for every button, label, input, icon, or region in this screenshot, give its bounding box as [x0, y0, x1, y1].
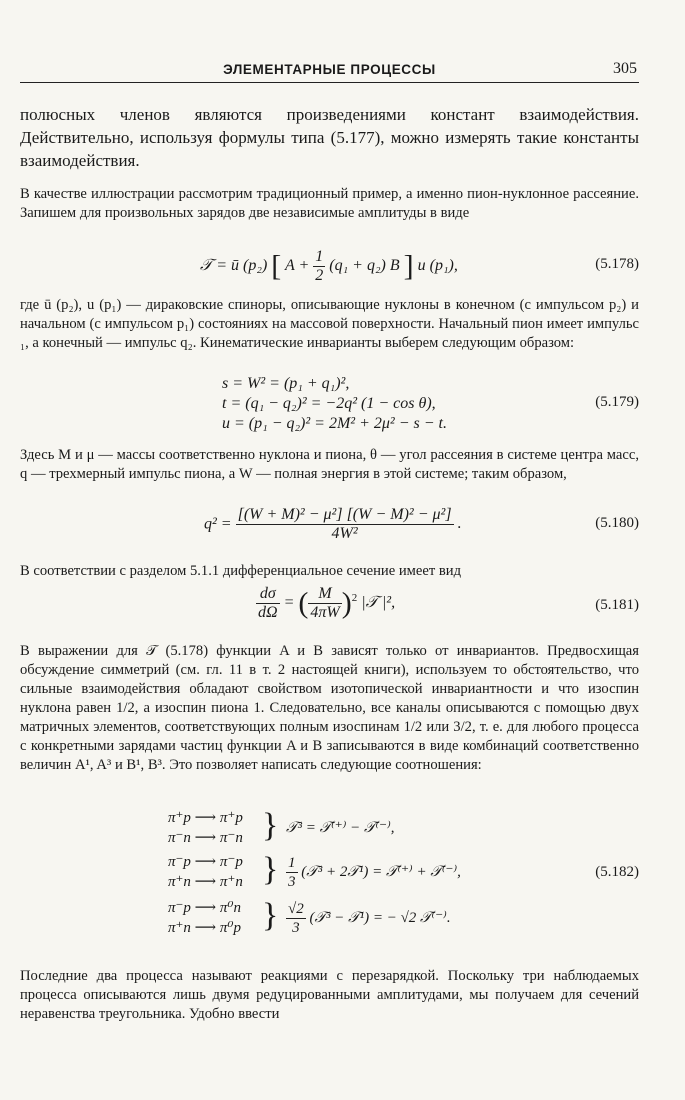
- brace-2: }: [262, 851, 279, 888]
- paragraph-4: В соответствии с разделом 5.1.1 дифференциальное сечение имеет вид: [20, 563, 461, 579]
- paragraph-2: где ū (p₂), u (p₁) — дираковские спиноры, описывающие нуклоны в конечном (с импульсом p₂) и начальном (с импульсом p₁) состояниях на массовой поверхности. Начальный пион имеет импульс ₁, а конечный — импульс q₂. Кинематические инварианты выберем следующим образом:: [20, 297, 639, 351]
- brace-3: }: [262, 897, 279, 934]
- eq179-line-2: t = (q₁ − q₂)² = −2q² (1 − cos θ),: [222, 395, 436, 412]
- fraction-m-over-4piw: $\frac{M}{4\pi W}$: [310, 585, 340, 621]
- fraction-half: $\frac{1}{2}$: [315, 248, 324, 284]
- relation-1: 𝒯³ = 𝒯⁽⁺⁾ − 𝒯⁽⁻⁾,: [286, 820, 395, 836]
- equation-5-179: [222, 374, 447, 434]
- eq179-line-3: u = (p₁ − q₂)² = 2M² + 2μ² − s − t.: [222, 415, 447, 432]
- relation-2: $\frac{1}{3}$ (𝒯³ + 2𝒯¹) = 𝒯⁽⁺⁾ + 𝒯⁽⁻⁾,: [288, 855, 461, 890]
- lead-paragraph: полюсных членов являются произведениями констант взаимодействия. Действительно, используя формулы типа (5.177), можно измерять такие константы взаимодействия.: [20, 105, 639, 170]
- fraction-q2: $\frac{\text{[(W + M)² − μ²] [(W − M)² − μ²]}}{\text{4W²}}$: [237, 506, 452, 542]
- fraction-dsigma: $\frac{d\sigma}{d\Omega}$: [258, 585, 278, 621]
- brace-1: }: [262, 807, 279, 844]
- paragraph-1: В качестве иллюстрации рассмотрим традиционный пример, а именно пион-нуклонное рассеяние. Запишем для произвольных зарядов две независимые амплитуды в виде: [20, 186, 639, 221]
- page-number: 305: [613, 60, 637, 77]
- equation-5-180: q² = $\frac{\text{[(W + M)² − μ²] [(W − M)² − μ²]}}{\text{4W²}}$ .: [204, 506, 462, 542]
- equation-number-5-179: (5.179): [595, 394, 639, 410]
- equation-number-5-182: (5.182): [595, 864, 639, 880]
- equation-5-178: 𝒯 = ū (p₂) [ A + $\frac{1}{2}$ (q₁ + q₂) B ] u (p₁),: [200, 248, 458, 284]
- reactions-group-2: π⁻p ⟶ π⁻p π⁺n ⟶ π⁺n: [168, 854, 243, 890]
- equation-5-181: $\frac{d\sigma}{d\Omega}$ = ( $\frac{M}{4\pi W}$ )$^2$ |𝒯 |²,: [258, 585, 396, 621]
- relation-3: $\frac{√2}{3}$ (𝒯³ − 𝒯¹) = − √2 𝒯⁽⁻⁾.: [288, 901, 451, 936]
- paragraph-6: Последние два процесса называют реакциями с перезарядкой. Поскольку три наблюдаемых процесса описываются лишь двумя редуцированными амплитудами, мы получаем для сечений неравенства треугольника. Удобно ввести: [20, 968, 639, 1022]
- equation-number-5-181: (5.181): [595, 597, 639, 613]
- eq179-line-1: s = W² = (p₁ + q₁)²,: [222, 375, 350, 392]
- reactions-group-3: π⁻p ⟶ π⁰n π⁺n ⟶ π⁰p: [168, 900, 241, 936]
- equation-number-5-178: (5.178): [595, 256, 639, 272]
- equation-number-5-180: (5.180): [595, 515, 639, 531]
- running-header: [20, 56, 639, 83]
- paragraph-5: В выражении для 𝒯 (5.178) функции A и B зависят только от инвариантов. Предвосхищая обсуждение симметрий (см. гл. 11 в т. 2 настоящей книги), используем то обстоятельство, что сильные взаимодействия обладают свойством изотопической инвариантности и что изоспин нуклона равен 1/2, а изоспин пиона 1. Следовательно, все каналы описываются с помощью двух матричных элементов, соответствующих полным изоспинам 1/2 или 3/2, т. е. для любого процесса с конкретными зарядами частиц функции A и B записываются в виде комбинаций соответственно величин A¹, A³ и B¹, B³. Это позволяет написать следующие соотношения:: [20, 643, 639, 773]
- reactions-group-1: π⁺p ⟶ π⁺p π⁻n ⟶ π⁻n: [168, 810, 243, 846]
- paragraph-3: Здесь M и μ — массы соответственно нуклона и пиона, θ — угол рассеяния в системе центра масс, q — трехмерный импульс пиона, а W — полная энергия в этой системе; таким образом,: [20, 447, 639, 482]
- running-title: ЭЛЕМЕНТАРНЫЕ ПРОЦЕССЫ: [223, 62, 436, 77]
